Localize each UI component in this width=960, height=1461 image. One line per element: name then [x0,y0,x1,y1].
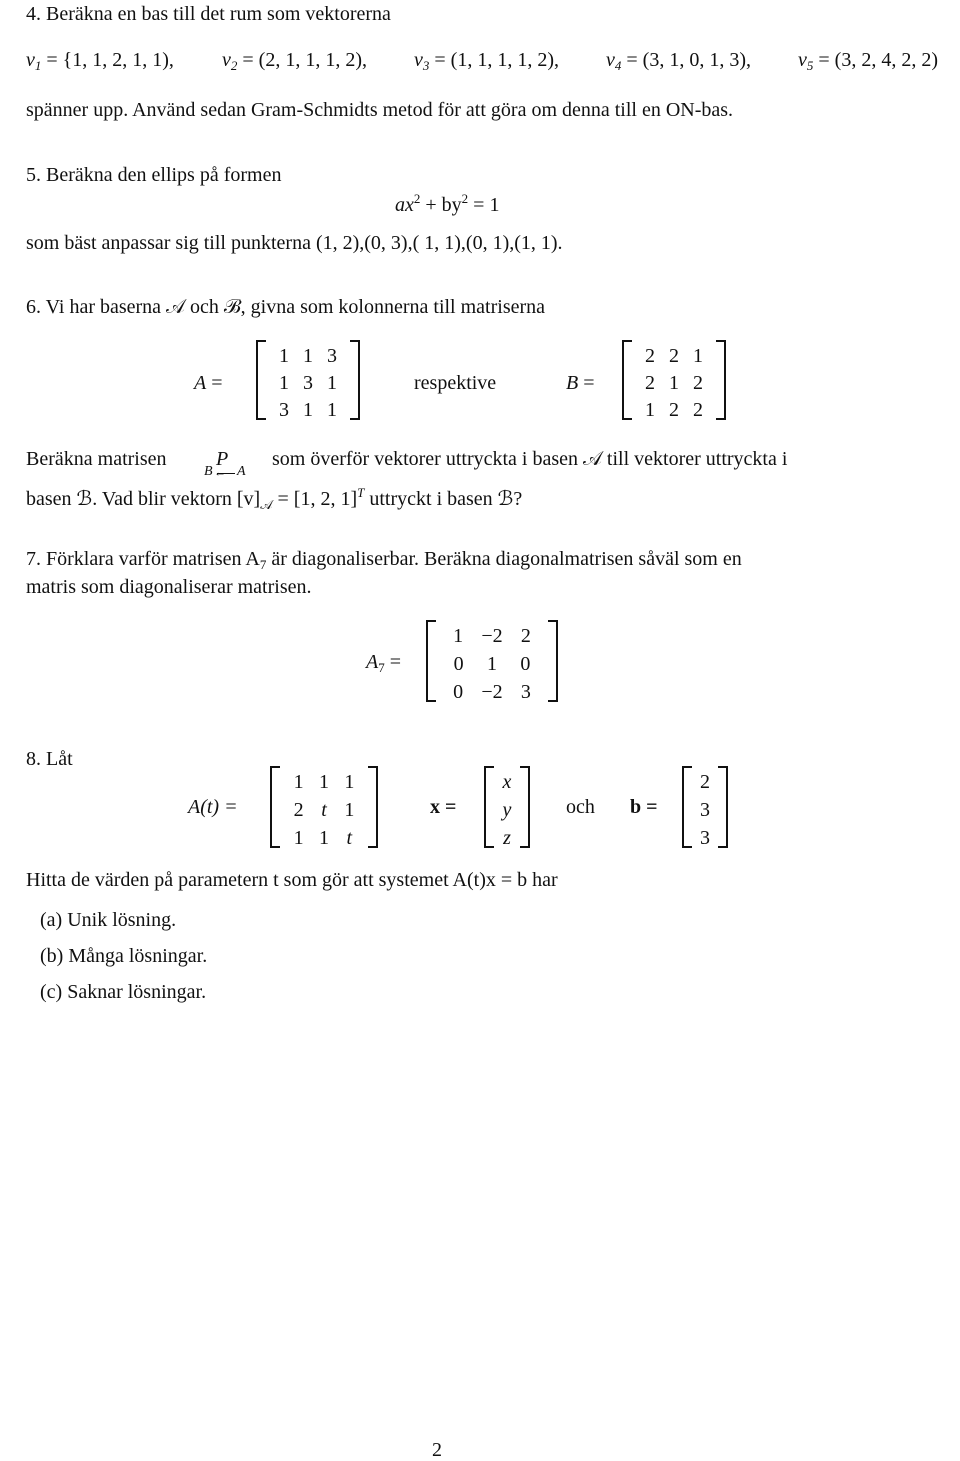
matrix-row [272,828,376,848]
matrix-row [624,373,724,393]
matrix-cell: t [346,827,353,849]
matrix-row [272,772,376,792]
p5-ellipse-equation: $ax^2 + by^2 = 1$ [395,191,500,216]
matrix-cell: 1 [303,345,313,367]
matrix-cell: 0 [520,653,531,675]
p6-vector-question: basen ℬ. Vad blir vektorn $[v]_𝒜 = [1$, 2, 1]$^T$ uttryckt i basen ℬ? [26,485,523,512]
matrix-cell: 0 [453,681,464,703]
matrix-cell: 3 [700,827,710,849]
matrix-row [258,400,358,420]
matrix-row [624,400,724,420]
p7-line2: matris som diagonaliserar matrisen. [26,576,312,598]
matrix-cell: 1 [327,399,337,421]
p4-vector-1: $v_1 = \{1$, 1, 2, 1, 1), [26,49,174,73]
matrix-cell: 2 [645,345,655,367]
matrix-cell: 1 [327,372,337,394]
matrix-cell: 2 [293,799,304,821]
p7-matrix-label: $A_7$ = [366,651,401,675]
p4-vector-5: $v_5 = (3$, 2, 4, 2, 2) [798,49,938,73]
matrix-cell: 3 [700,799,710,821]
p5-points: som bäst anpassar sig till punkterna (1, 2),(0, 3),( 1, 1),(0, 1),(1, 1). [26,232,563,254]
matrix-row [684,828,726,848]
p8-option-a: (a) Unik lösning. [40,909,177,931]
matrix-row [486,828,528,848]
matrix-cell: 1 [486,653,497,675]
p8-intro: 8. Låt [26,748,73,770]
matrix-cell: 1 [645,399,655,421]
p7-matrix-A7 [426,620,558,702]
p6-arrow-head: ← [214,465,226,479]
p6-P-sub-A: A [237,464,246,479]
p6-P-sub-B: B [204,464,213,479]
matrix-cell: 1 [279,345,289,367]
matrix-cell: −2 [481,625,503,647]
matrix-cell: 3 [327,345,337,367]
p6-respektive: respektive [414,372,497,394]
matrix-cell: 1 [303,399,313,421]
p6-text-a: Beräkna matrisen [26,448,167,470]
matrix-cell: t [321,799,327,821]
matrix-row [428,626,556,646]
matrix-cell: 0 [453,653,464,675]
matrix-cell: x [502,771,512,793]
matrix-cell: 2 [693,399,703,421]
matrix-cell: 1 [344,771,355,793]
p8-At-label: A(t) = [188,796,238,818]
p6-matrix-B-label: B = [566,372,595,394]
p8-b-label: b = [630,796,658,818]
p4-intro: 4. Beräkna en bas till det rum som vektorerna [26,3,391,25]
matrix-cell: 1 [318,827,329,849]
p8-vector-b [682,766,728,848]
matrix-cell: 3 [279,399,289,421]
p6-P: P [216,448,229,470]
p8-vector-x [484,766,530,848]
p7-intro: 7. Förklara varför matrisen $A_7$ är diagonaliserbar. Beräkna diagonalmatrisen såväl som en [26,548,742,572]
p8-matrix-At [270,766,378,848]
p6-intro: 6. Vi har baserna 𝒜 och ℬ, givna som kolonnerna till matriserna [26,296,546,318]
p8-och: och [566,796,595,818]
matrix-row [684,772,726,792]
matrix-row [258,346,358,366]
matrix-cell: 2 [693,372,703,394]
p6-matrix-A-label: A = [194,372,223,394]
matrix-cell: 2 [669,399,679,421]
matrix-cell: 1 [293,827,304,849]
matrix-row [486,800,528,820]
matrix-row [684,800,726,820]
p8-question: Hitta de värden på parametern t som gör att systemet A(t)x = b har [26,869,558,891]
matrix-cell: −2 [481,681,503,703]
matrix-row [272,800,376,820]
matrix-cell: 3 [520,681,531,703]
p8-option-b: (b) Många lösningar. [40,945,208,967]
p8-option-c: (c) Saknar lösningar. [40,981,207,1003]
page-number: 2 [432,1439,442,1461]
matrix-row [258,373,358,393]
p4-vector-3: $v_3 = (1$, 1, 1, 1, 2), [414,49,559,73]
matrix-cell: 1 [669,372,679,394]
p4-vector-2: $v_2 = (2$, 1, 1, 1, 2), [222,49,367,73]
matrix-cell: z [503,827,511,849]
matrix-cell: 2 [520,625,531,647]
p5-intro: 5. Beräkna den ellips på formen [26,164,282,186]
matrix-cell: 1 [693,345,703,367]
matrix-cell: 1 [453,625,464,647]
matrix-row [428,682,556,702]
p6-matrix-A [256,340,360,420]
matrix-row [624,346,724,366]
matrix-row [486,772,528,792]
matrix-cell: 1 [344,799,355,821]
matrix-cell: 3 [303,372,313,394]
matrix-cell: 1 [279,372,289,394]
p8-x-label: x = [430,796,457,818]
matrix-cell: y [502,799,512,821]
matrix-cell: 2 [645,372,655,394]
p6-text-b: som överför vektorer uttryckta i basen 𝒜 till vektorer uttryckta i [272,448,788,470]
matrix-cell: 2 [669,345,679,367]
p4-instruction: spänner upp. Använd sedan Gram-Schmidts metod för att göra om denna till en ON-bas. [26,99,734,121]
p6-matrix-B [622,340,726,420]
p4-vector-4: $v_4 = (3$, 1, 0, 1, 3), [606,49,751,73]
matrix-cell: 1 [293,771,304,793]
matrix-row [428,654,556,674]
matrix-cell: 1 [318,771,329,793]
matrix-cell: 2 [700,771,710,793]
